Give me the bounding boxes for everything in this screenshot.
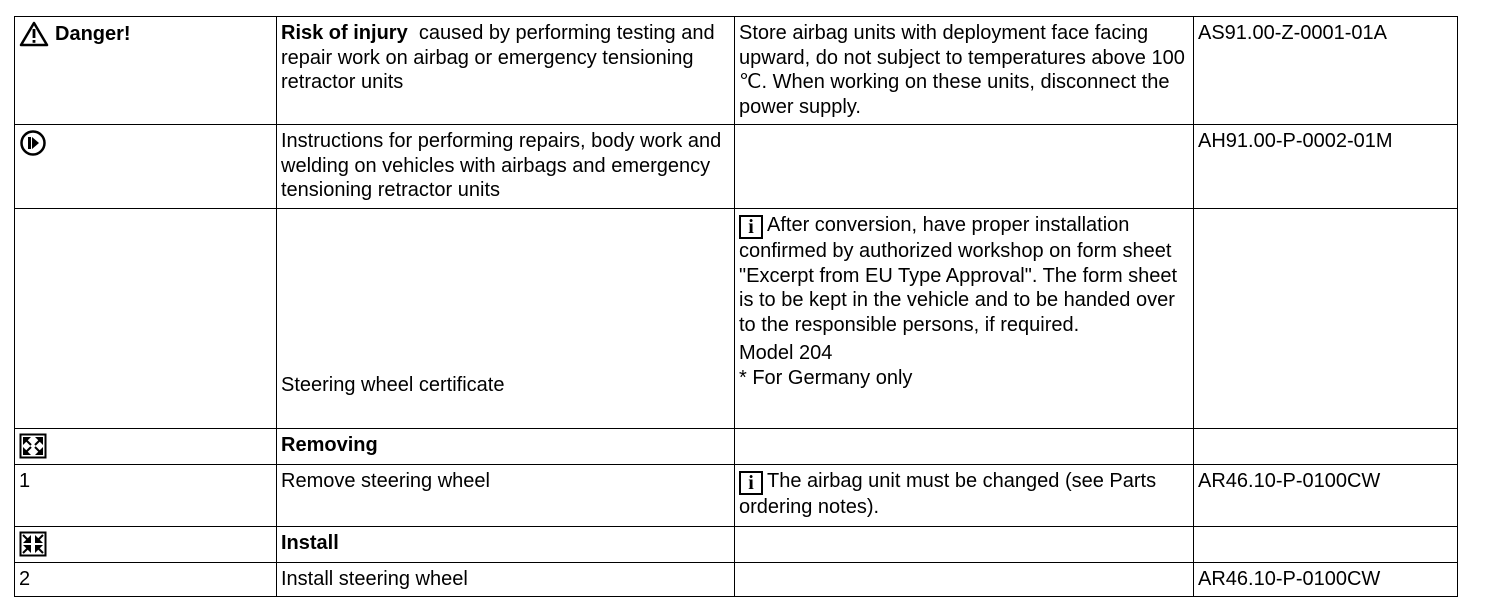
step-number-cell — [15, 465, 277, 527]
removing-icon — [19, 433, 47, 459]
airbag-note: The airbag unit must be changed (see Parts ordering notes). — [739, 470, 1157, 518]
symbol-cell — [15, 429, 277, 465]
table-row — [15, 209, 1458, 429]
reference-cell — [1194, 17, 1458, 125]
reference-link[interactable]: AS91.00-Z-0001-01A — [1198, 22, 1388, 44]
step-cell — [277, 209, 735, 429]
step-number: 2 — [19, 568, 31, 590]
step-number-cell — [15, 563, 277, 597]
note-cell — [735, 465, 1194, 527]
step-cell — [277, 563, 735, 597]
germany-note: * For Germany only — [739, 366, 913, 389]
info-icon: i — [739, 215, 763, 239]
step-cell — [277, 125, 735, 209]
note-circle-icon — [19, 129, 47, 157]
table-row — [15, 17, 1458, 125]
symbol-cell — [15, 125, 277, 209]
step-cell — [277, 429, 735, 465]
reference-cell — [1194, 429, 1458, 465]
section-heading: Removing — [281, 434, 378, 456]
remove-text: Remove steering wheel — [281, 470, 490, 492]
reference-cell — [1194, 465, 1458, 527]
step-number: 1 — [19, 470, 31, 492]
symbol-cell — [15, 17, 277, 125]
procedure-table — [14, 16, 1458, 597]
note-cell — [735, 209, 1194, 429]
warning-triangle-icon — [19, 21, 49, 47]
symbol-cell — [15, 527, 277, 563]
certificate-text: Steering wheel certificate — [281, 374, 505, 396]
section-heading: Install — [281, 532, 339, 554]
step-cell — [277, 17, 735, 125]
reference-link[interactable]: AR46.10-P-0100CW — [1198, 470, 1381, 492]
reference-cell — [1194, 125, 1458, 209]
info-icon: i — [739, 471, 763, 495]
install-icon — [19, 531, 47, 557]
table-row — [15, 429, 1458, 465]
table-row — [15, 465, 1458, 527]
reference-link[interactable]: AH91.00-P-0002-01M — [1198, 130, 1393, 152]
risk-text: caused by performing testing and repair work on airbag or emergency tensioning retractor units — [281, 22, 715, 93]
table-row — [15, 125, 1458, 209]
reference-cell — [1194, 209, 1458, 429]
conversion-note: After conversion, have proper installation confirmed by authorized workshop on form sheet "Excerpt from EU Type Approval". The form sheet is to be kept in the vehicle and to be handed over to the responsible persons, if required. — [739, 214, 1178, 336]
note-cell — [735, 17, 1194, 125]
reference-cell — [1194, 527, 1458, 563]
table-row — [15, 527, 1458, 563]
danger-label-wrap — [19, 21, 272, 47]
note-cell — [735, 125, 1194, 209]
reference-cell — [1194, 563, 1458, 597]
reference-link[interactable]: AR46.10-P-0100CW — [1198, 568, 1381, 590]
note-cell — [735, 527, 1194, 563]
step-cell — [277, 527, 735, 563]
table-row — [15, 563, 1458, 597]
danger-label: Danger! — [55, 22, 131, 45]
note-cell — [735, 563, 1194, 597]
storage-note: Store airbag units with deployment face facing upward, do not subject to temperatures above 100 ℃. When working on these units, disconnect the power supply. — [739, 22, 1185, 118]
model-text: Model 204 — [739, 342, 833, 364]
step-cell — [277, 465, 735, 527]
risk-heading: Risk of injury — [281, 22, 408, 44]
symbol-cell — [15, 209, 277, 429]
note-cell — [735, 429, 1194, 465]
instructions-text: Instructions for performing repairs, body work and welding on vehicles with airbags and emergency tensioning retractor units — [281, 130, 722, 201]
install-text: Install steering wheel — [281, 568, 468, 590]
